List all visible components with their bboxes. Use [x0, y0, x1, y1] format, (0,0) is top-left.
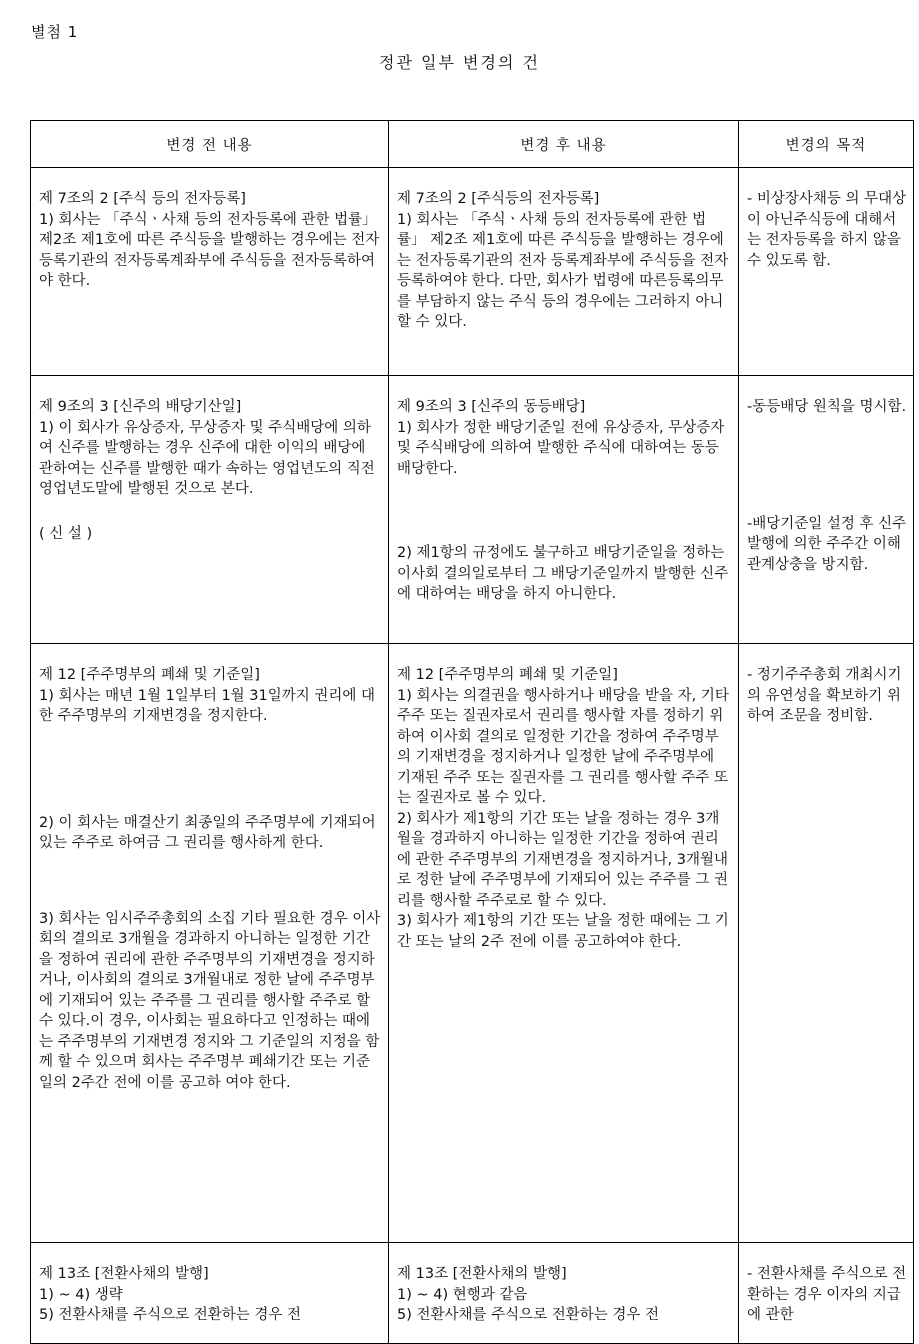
before-text-segment: ( 신 설 ) — [39, 525, 93, 542]
attachment-label: 별첨 1 — [31, 23, 79, 41]
after-text-segment: 제 7조의 2 [주식등의 전자등록] 1) 회사는 「주식ㆍ사채 등의 전자등록에 관한 법률」 제2조 제1호에 따른 주식등을 발행하는 경우에는 전자등록기관의 전자 등록계좌부에 주식등을 전자등록하여야 한다. 다만, 회사가 법령에 따른등록의무를 부담하지 않는 주식 등의 경우에는 그러하지 아니할 수 있다. — [397, 191, 729, 330]
table-header-row — [31, 121, 914, 168]
purpose-text-segment: - 전환사채를 주식으로 전환하는 경우 이자의 지급에 관한 — [747, 1266, 907, 1323]
purpose-text-segment: - 비상장사채등 의 무대상이 아닌주식등에 대해서는 전자등록을 하지 않을 수 있도록 함. — [747, 191, 907, 269]
before-text-segment: 제 9조의 3 [신주의 배당기산일] 1) 이 회사가 유상증자, 무상증자 및 주식배당에 의하여 신주를 발행하는 경우 신주에 대한 이익의 배당에 관하여는 신주를 발행한 때가 속하는 영업년도의 직전영업년도말에 발행된 것으로 본다. — [39, 399, 375, 497]
purpose-text-segment: -배당기준일 설정 후 신주발행에 의한 주주간 이해관계상충을 방지함. — [747, 515, 907, 573]
after-text-segment: 제 9조의 3 [신주의 동등배당] 1) 회사가 정한 배당기준일 전에 유상증자, 무상증자 및 주식배당에 의하여 발행한 주식에 대하여는 동등배당한다. — [397, 399, 725, 477]
purpose-text-segment: -동등배당 원칙을 명시함. — [747, 399, 907, 415]
cell-purpose — [739, 1243, 914, 1344]
after-text-segment: 제 13조 [전환사채의 발행] 1) ~ 4) 현행과 같음 5) 전환사채를 주식으로 전환하는 경우 전 — [397, 1266, 660, 1323]
after-text-segment: 제 12 [주주명부의 폐쇄 및 기준일] 1) 회사는 의결권을 행사하거나 배당을 받을 자, 기타주주 또는 질권자로서 권리를 행사할 자를 정하기 위하여 이사회 결의로 일정한 기간을 정하여 주주명부의 기재변경을 정지하거나 일정한 날에 주주명부에 기재된 주주 또는 질권자를 그 권리를 행사할 주주 또는 질권자로 볼 수 있다. — [397, 667, 729, 806]
cell-before — [31, 376, 389, 644]
after-text-segment: 3) 회사가 제1항의 기간 또는 날을 정한 때에는 그 기간 또는 날의 2주 전에 이를 공고하여야 한다. — [397, 913, 729, 950]
cell-after — [389, 168, 739, 376]
header-before: 변경 전 내용 — [31, 121, 389, 168]
cell-purpose — [739, 644, 914, 1243]
table-row — [31, 644, 914, 1243]
cell-after — [389, 1243, 739, 1344]
amendment-table — [30, 120, 914, 1344]
cell-purpose — [739, 376, 914, 644]
after-text-segment: 2) 제1항의 규정에도 불구하고 배당기준일을 정하는 이사회 결의일로부터 그 배당기준일까지 발행한 신주에 대하여는 배당을 하지 아니한다. — [397, 545, 729, 602]
header-purpose: 변경의 목적 — [739, 121, 914, 168]
cell-before — [31, 644, 389, 1243]
purpose-text-segment: - 정기주주총회 개최시기의 유연성을 확보하기 위하여 조문을 정비함. — [747, 667, 902, 724]
cell-after — [389, 376, 739, 644]
table-row — [31, 376, 914, 644]
before-text-segment: 3) 회사는 임시주주총회의 소집 기타 필요한 경우 이사회의 결의로 3개월을 경과하지 아니하는 일정한 기간을 정하여 권리에 관한 주주명부의 기재변경을 정지하거나, 이사회의 결의로 3개월내로 정한 날에 주주명부에 기재되어 있는 주주를 그 권리를 행사할 주주로 할 수 있다.이 경우, 이사회는 필요하다고 인정하는 때에는 주주명부의 기재변경 정지와 그 기준일의 지정을 함께 할 수 있으며 회사는 주주명부 폐쇄기간 또는 기준일의 2주간 전에 이를 공고하 여야 한다. — [39, 910, 381, 1091]
cell-before — [31, 168, 389, 376]
table-body — [31, 168, 914, 1344]
after-text-segment: 2) 회사가 제1항의 기간 또는 날을 정하는 경우 3개월을 경과하지 아니하는 일정한 기간을 정하여 권리에 관한 주주명부의 기재변경을 정지하거나, 3개월내로 정한 날에 주주명부에 기재되어 있는 주주를 그 권리를 행사할 주주로로 할 수 있다. — [397, 810, 729, 909]
before-text-segment: 제 12 [주주명부의 폐쇄 및 기준일] 1) 회사는 매년 1월 1일부터 1월 31일까지 권리에 대한 주주명부의 기재변경을 정지한다. — [39, 667, 375, 724]
table-row — [31, 1243, 914, 1344]
cell-before — [31, 1243, 389, 1344]
cell-after — [389, 644, 739, 1243]
cell-purpose — [739, 168, 914, 376]
header-after: 변경 후 내용 — [389, 121, 739, 168]
before-text-segment: 2) 이 회사는 매결산기 최종일의 주주명부에 기재되어 있는 주주로 하여금 그 권리를 행사하게 한다. — [39, 814, 381, 851]
before-text-segment: 제 7조의 2 [주식 등의 전자등록] 1) 회사는 「주식ㆍ사채 등의 전자등록에 관한 법률」 제2조 제1호에 따른 주식등을 발행하는 경우에는 전자등록기관의 전자등록계좌부에 주식등을 전자등록하여야 한다. — [39, 191, 380, 289]
table-row — [31, 168, 914, 376]
document-title: 정관 일부 변경의 건 — [379, 53, 540, 72]
before-text-segment: 제 13조 [전환사채의 발행] 1) ~ 4) 생략 5) 전환사채를 주식으로 전환하는 경우 전 — [39, 1266, 302, 1323]
